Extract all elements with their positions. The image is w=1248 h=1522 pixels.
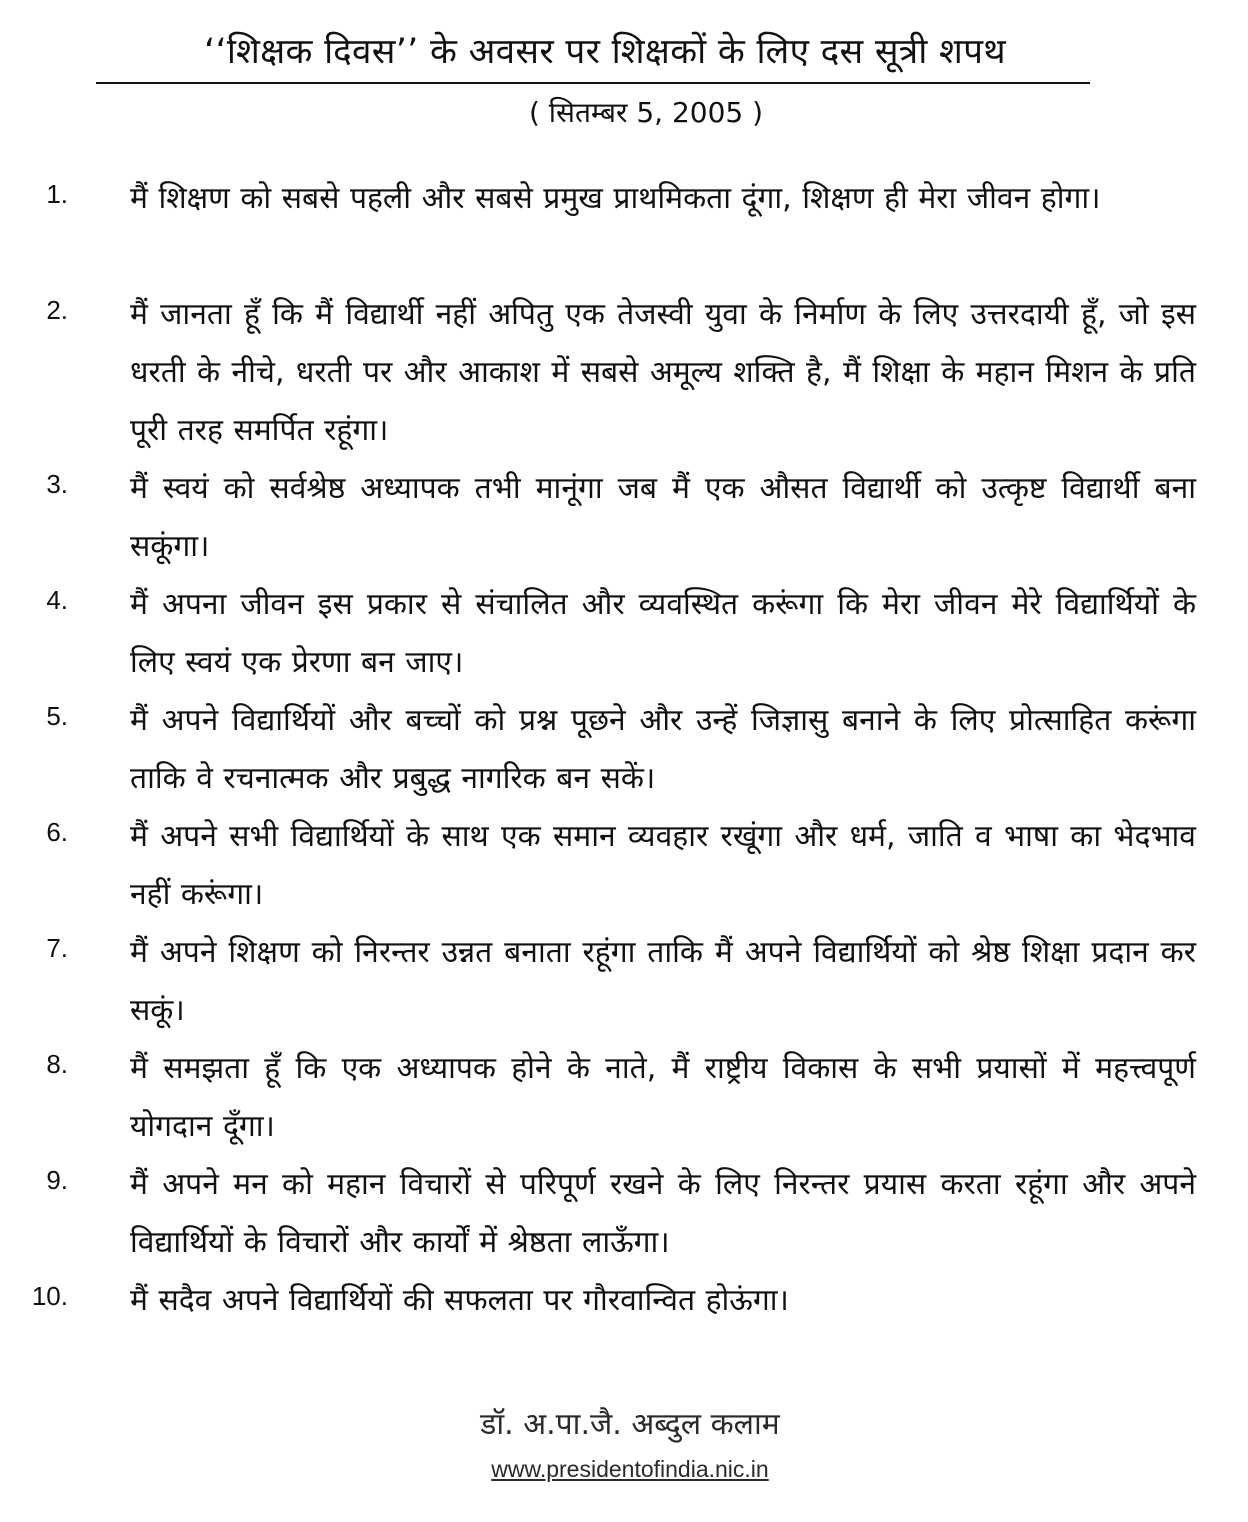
oath-number: 4. (46, 585, 68, 615)
document-title: ‘‘शिक्षक दिवस’’ के अवसर पर शिक्षकों के लिए दस सूत्री शपथ (204, 32, 1006, 72)
oath-text: मैं अपना जीवन इस प्रकार से संचालित और व्यवस्थित करूंगा कि मेरा जीवन मेरे विद्यार्थियों के लिए स्वयं एक प्रेरणा बन जाए। (130, 587, 1196, 680)
signature: डॉ. अ.पा.जै. अब्दुल कलाम (480, 1407, 780, 1442)
oath-number: 5. (46, 701, 68, 731)
oath-text: मैं अपने विद्यार्थियों और बच्चों को प्रश्न पूछने और उन्हें जिज्ञासु बनाने के लिए प्रोत्साहित करूंगा ताकि वे रचनात्मक और प्रबुद्ध नागरिक बन सकें। (130, 703, 1196, 796)
document-date: ( सितम्बर 5, 2005 ) (528, 96, 764, 129)
oath-text: मैं अपने शिक्षण को निरन्तर उन्नत बनाता रहूंगा ताकि मैं अपने विद्यार्थियों को श्रेष्ठ शिक्षा प्रदान कर सकूं। (130, 935, 1196, 1028)
oath-number: 8. (46, 1049, 68, 1079)
oath-number: 2. (46, 295, 68, 325)
oath-text: मैं अपने मन को महान विचारों से परिपूर्ण रखने के लिए निरन्तर प्रयास करता रहूंगा और अपने विद्यार्थियों के विचारों और कार्यों में श्रेष्ठता लाऊँगा। (130, 1167, 1196, 1260)
oath-number: 7. (46, 933, 68, 963)
oath-text: मैं स्वयं को सर्वश्रेष्ठ अध्यापक तभी मानूंगा जब मैं एक औसत विद्यार्थी को उत्कृष्ट विद्यार्थी बना सकूंगा। (130, 471, 1196, 564)
oath-text: मैं शिक्षण को सबसे पहली और सबसे प्रमुख प्राथमिकता दूंगा, शिक्षण ही मेरा जीवन होगा। (130, 181, 1101, 216)
oath-text: मैं सदैव अपने विद्यार्थियों की सफलता पर गौरवान्वित होऊंगा। (130, 1283, 789, 1318)
oath-text: मैं समझता हूँ कि एक अध्यापक होने के नाते, मैं राष्ट्रीय विकास के सभी प्रयासों में महत्त्वपूर्ण योगदान दूँगा। (130, 1051, 1196, 1144)
oath-number: 3. (46, 469, 68, 499)
oath-text: मैं अपने सभी विद्यार्थियों के साथ एक समान व्यवहार रखूंगा और धर्म, जाति व भाषा का भेदभाव नहीं करूंगा। (130, 819, 1196, 912)
oath-number: 9. (46, 1165, 68, 1195)
oath-text: मैं जानता हूँ कि मैं विद्यार्थी नहीं अपितु एक तेजस्वी युवा के निर्माण के लिए उत्तरदायी हूँ, जो इस धरती के नीचे, धरती पर और आकाश में सबसे अमूल्य शक्ति है, मैं शिक्षा के महान मिशन के प्रति पूरी तरह समर्पित रहूंगा। (130, 297, 1196, 448)
oath-number: 6. (46, 817, 68, 847)
website-link[interactable]: www.presidentofindia.nic.in (491, 1456, 769, 1482)
oath-number: 1. (46, 179, 68, 209)
oath-number: 10. (31, 1281, 68, 1311)
